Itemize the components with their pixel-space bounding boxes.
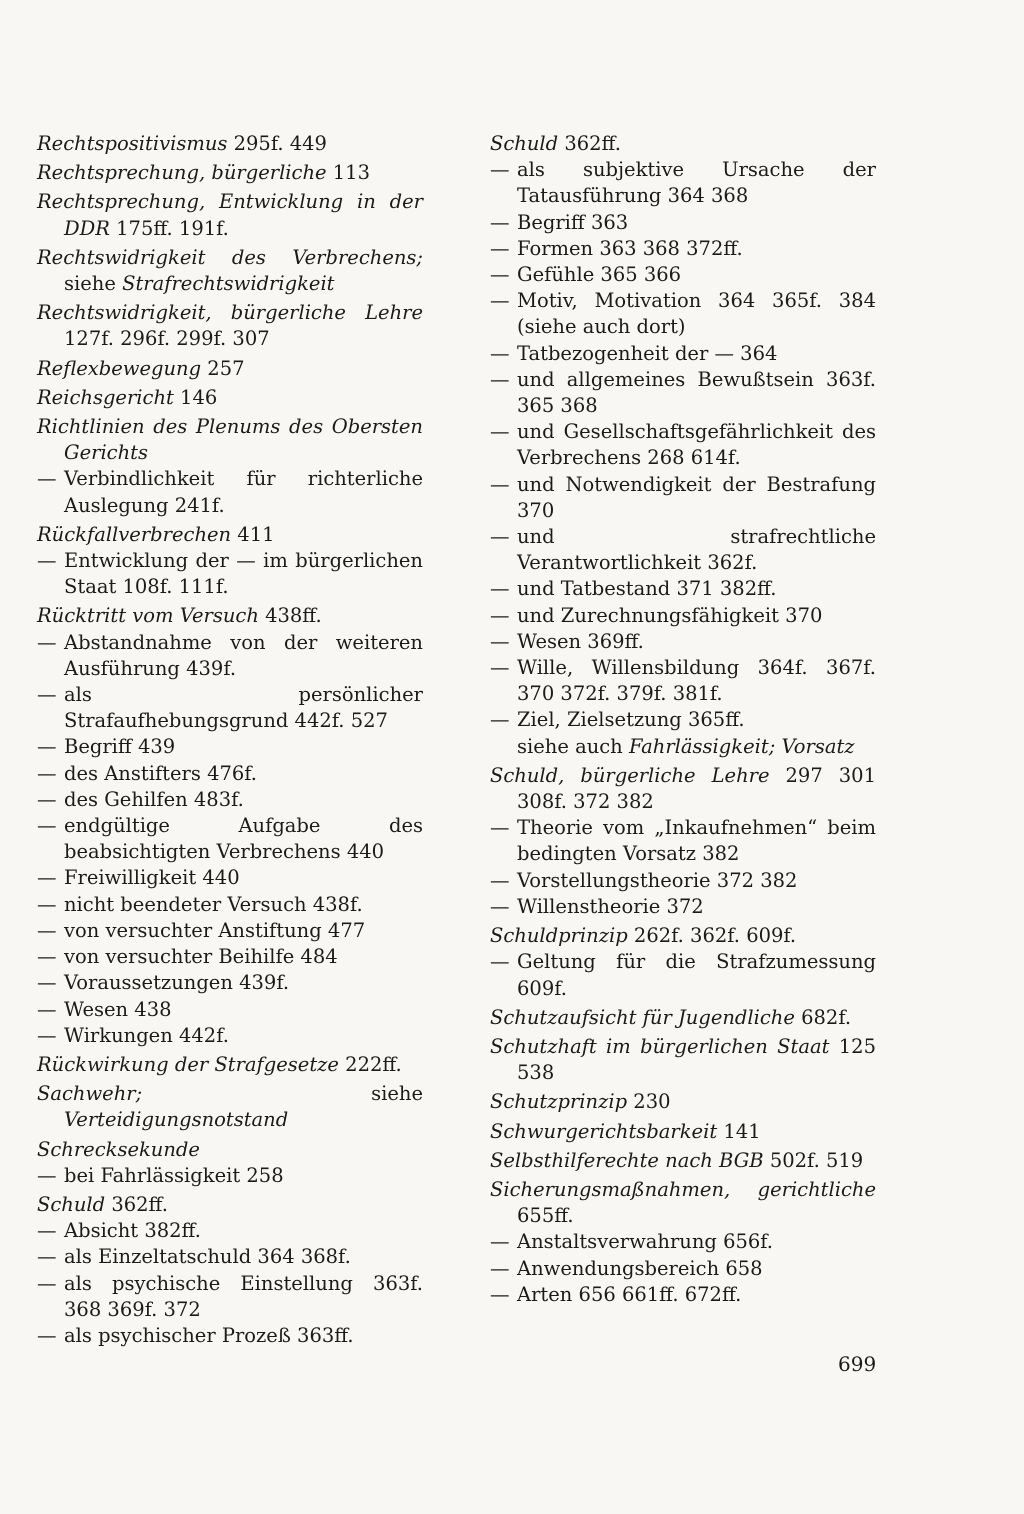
subentry-text: Verbindlichkeit für richterliche Auslegung 241f. xyxy=(64,467,423,517)
index-entry xyxy=(37,1081,423,1133)
subentry-text: Vorstellungstheorie 372 382 xyxy=(517,868,798,892)
subentry-text: Geltung für die Strafzumessung 609f. xyxy=(517,950,876,1000)
entry-term: Rechtsprechung, bürgerliche xyxy=(37,161,327,185)
index-subentry xyxy=(490,603,876,629)
page-number: 699 xyxy=(838,1352,877,1376)
index-entry xyxy=(490,1119,876,1145)
entry-term: Reichsgericht xyxy=(37,385,174,409)
index-subentry xyxy=(490,815,876,867)
subentry-dash: — xyxy=(490,289,510,313)
subentry-dash: — xyxy=(37,1245,57,1269)
index-entry xyxy=(490,1005,876,1031)
index-entry xyxy=(37,160,423,186)
subentry-dash: — xyxy=(490,420,510,444)
index-subentry xyxy=(37,761,423,787)
subentry-text: von versuchter Anstiftung 477 xyxy=(64,918,366,942)
index-subentry xyxy=(490,472,876,524)
entry-pages: 141 xyxy=(717,1119,761,1143)
index-entry xyxy=(37,300,423,352)
entry-pages: 362ff. xyxy=(558,132,621,155)
subentry-text: nicht beendeter Versuch 438f. xyxy=(64,892,363,916)
subentry-dash: — xyxy=(37,467,57,491)
subentry-dash: — xyxy=(37,971,57,995)
subentry-text: des Gehilfen 483f. xyxy=(64,787,244,811)
subentry-dash: — xyxy=(490,656,510,680)
entry-term: Rechtspositivismus xyxy=(37,132,228,155)
index-subentry xyxy=(490,894,876,920)
subentry-text: Freiwilligkeit 440 xyxy=(64,866,240,890)
subentry-dash: — xyxy=(37,787,57,811)
subentry-dash: — xyxy=(37,1023,57,1047)
index-entry xyxy=(490,1177,876,1229)
subentry-text: als psychische Einstellung 363f. 368 369f. 372 xyxy=(64,1271,423,1321)
subentry-text: Willenstheorie 372 xyxy=(517,894,704,918)
entry-term: Sicherungsmaßnahmen, gerichtliche xyxy=(490,1177,876,1201)
index-subentry xyxy=(490,949,876,1001)
subentry-dash: — xyxy=(490,894,510,918)
subentry-text: und Gesellschaftsgefährlichkeit des Verbrechens 268 614f. xyxy=(517,420,876,470)
index-entry xyxy=(490,1089,876,1115)
index-entry xyxy=(490,1148,876,1174)
entry-term: Schuldprinzip xyxy=(490,924,628,948)
index-subentry xyxy=(37,548,423,600)
subentry-text: bei Fahrlässigkeit 258 xyxy=(64,1163,284,1187)
index-subentry xyxy=(37,1323,423,1349)
subentry-text: Absicht 382ff. xyxy=(64,1219,201,1243)
index-entry xyxy=(490,1034,876,1086)
subentry-text: Wille, Willensbildung 364f. 367f. 370 372f. 379f. 381f. xyxy=(517,656,876,706)
subentry-dash: — xyxy=(490,341,510,365)
index-subentry xyxy=(490,629,876,655)
subentry-text: endgültige Aufgabe des beabsichtigten Verbrechens 440 xyxy=(64,814,423,864)
index-subentry xyxy=(37,466,423,518)
subentry-text: Anwendungsbereich 658 xyxy=(517,1256,763,1280)
index-subentry xyxy=(490,576,876,602)
subentry-dash: — xyxy=(490,1230,510,1254)
index-subentry xyxy=(37,1023,423,1049)
subentry-text: und Notwendigkeit der Bestrafung 370 xyxy=(517,472,876,522)
entry-term: Sachwehr; xyxy=(37,1082,143,1106)
index-entry xyxy=(37,356,423,382)
see-also-label: siehe auch xyxy=(517,734,629,758)
entry-term: Schuld xyxy=(490,132,559,155)
subentry-text: als psychischer Prozeß 363ff. xyxy=(64,1323,354,1347)
index-subentry xyxy=(37,1163,423,1189)
entry-term: Richtlinien des Plenums des Obersten Gerichts xyxy=(37,415,423,465)
entry-cross-reference: Strafrechtswidrigkeit xyxy=(122,272,335,296)
subentry-text: Wirkungen 442f. xyxy=(64,1023,229,1047)
entry-term: Schuld, bürgerliche Lehre xyxy=(490,763,770,787)
subentry-dash: — xyxy=(37,918,57,942)
entry-term: Rückwirkung der Strafgesetze xyxy=(37,1052,339,1076)
entry-pages: 175ff. 191f. xyxy=(109,216,229,240)
subentry-dash: — xyxy=(490,950,510,974)
index-subentry xyxy=(490,707,876,733)
index-subentry xyxy=(490,1282,876,1308)
index-entry xyxy=(490,923,876,949)
index-entry xyxy=(37,1052,423,1078)
entry-pages: 262f. 362f. 609f. xyxy=(627,924,797,948)
entry-term: Rücktritt vom Versuch xyxy=(37,604,259,628)
subentry-dash: — xyxy=(37,1163,57,1187)
subentry-text: von versuchter Beihilfe 484 xyxy=(64,945,338,969)
index-subentry xyxy=(490,288,876,340)
index-subentry xyxy=(37,1271,423,1323)
subentry-dash: — xyxy=(490,472,510,496)
index-subentry xyxy=(490,524,876,576)
entry-term: Rückfallverbrechen xyxy=(37,522,232,546)
entry-pages: 295f. 449 xyxy=(227,132,327,155)
subentry-text: Begriff 439 xyxy=(64,735,176,759)
entry-term: Schuld xyxy=(37,1192,106,1216)
subentry-dash: — xyxy=(490,603,510,627)
index-subentry xyxy=(490,868,876,894)
subentry-text: Formen 363 368 372ff. xyxy=(517,236,743,260)
subentry-dash: — xyxy=(490,1256,510,1280)
index-subentry xyxy=(490,210,876,236)
index-subentry xyxy=(37,813,423,865)
subentry-dash: — xyxy=(490,263,510,287)
subentry-dash: — xyxy=(37,866,57,890)
subentry-dash: — xyxy=(490,236,510,260)
subentry-text: als Einzeltatschuld 364 368f. xyxy=(64,1245,351,1269)
index-column-left xyxy=(37,128,423,1349)
subentry-dash: — xyxy=(37,814,57,838)
index-subentry xyxy=(490,157,876,209)
subentry-text: Begriff 363 xyxy=(517,210,629,234)
subentry-dash: — xyxy=(490,629,510,653)
subentry-text: Voraussetzungen 439f. xyxy=(64,971,290,995)
subentry-text: und strafrechtliche Verantwortlichkeit 362f. xyxy=(517,525,876,575)
index-entry xyxy=(37,1192,423,1218)
entry-term: Schutzprinzip xyxy=(490,1090,628,1114)
entry-term: Selbsthilferechte nach BGB xyxy=(490,1148,764,1172)
subentry-text: Anstaltsverwahrung 656f. xyxy=(517,1230,774,1254)
entry-cross-reference: Verteidigungsnotstand xyxy=(64,1108,289,1132)
index-subentry xyxy=(490,419,876,471)
subentry-text: des Anstifters 476f. xyxy=(64,761,258,785)
subentry-text: Wesen 438 xyxy=(64,997,172,1021)
entry-pages: 230 xyxy=(627,1090,671,1114)
subentry-text: und allgemeines Bewußtsein 363f. 365 368 xyxy=(517,367,876,418)
index-entry xyxy=(37,1137,423,1163)
entry-pages: siehe xyxy=(64,272,123,296)
index-subentry xyxy=(490,367,876,419)
entry-term: Rechtswidrigkeit, bürgerliche Lehre xyxy=(37,301,423,325)
subentry-text: und Zurechnungsfähigkeit 370 xyxy=(517,603,823,627)
entry-term: Schutzaufsicht für Jugendliche xyxy=(490,1005,795,1029)
entry-term: Schutzhaft im bürgerlichen Staat xyxy=(490,1034,830,1058)
index-subentry xyxy=(37,997,423,1023)
index-subentry xyxy=(37,944,423,970)
subentry-dash: — xyxy=(490,158,510,182)
index-subentry xyxy=(490,1256,876,1282)
entry-pages: 438ff. xyxy=(258,604,322,628)
index-subentry xyxy=(37,892,423,918)
index-subentry xyxy=(37,865,423,891)
index-subentry xyxy=(37,918,423,944)
index-subentry xyxy=(490,341,876,367)
subentry-dash: — xyxy=(490,210,510,234)
index-subentry xyxy=(490,655,876,707)
subentry-dash: — xyxy=(490,708,510,732)
entry-term: Rechtswidrigkeit des Verbrechens; xyxy=(37,245,423,269)
subentry-dash: — xyxy=(37,683,57,707)
subentry-dash: — xyxy=(37,761,57,785)
subentry-dash: — xyxy=(37,1323,57,1347)
index-entry xyxy=(37,189,423,241)
subentry-dash: — xyxy=(490,577,510,601)
entry-pages: 113 xyxy=(326,161,370,185)
index-entry xyxy=(37,522,423,548)
entry-pages: 682f. xyxy=(794,1005,852,1029)
subentry-dash: — xyxy=(37,735,57,759)
subentry-dash: — xyxy=(37,1271,57,1295)
subentry-dash: — xyxy=(37,892,57,916)
entry-pages: 257 xyxy=(201,356,245,380)
index-subentry xyxy=(37,1218,423,1244)
entry-pages: 411 xyxy=(231,522,275,546)
subentry-text: Gefühle 365 366 xyxy=(517,263,682,287)
entry-pages: 125 538 xyxy=(517,1034,876,1085)
subentry-text: Tatbezogenheit der — 364 xyxy=(517,341,778,365)
index-entry xyxy=(490,131,876,157)
subentry-dash: — xyxy=(37,630,57,654)
index-entry xyxy=(490,763,876,815)
subentry-text: Wesen 369ff. xyxy=(517,629,644,653)
index-subentry xyxy=(37,970,423,996)
subentry-dash: — xyxy=(37,997,57,1021)
subentry-dash: — xyxy=(490,868,510,892)
subentry-dash: — xyxy=(37,945,57,969)
entry-pages: siehe xyxy=(142,1082,423,1106)
subentry-text: als subjektive Ursache der Tatausführung 364 368 xyxy=(517,158,876,208)
index-subentry xyxy=(37,787,423,813)
index-subentry xyxy=(37,734,423,760)
index-subentry xyxy=(490,262,876,288)
subentry-text: Arten 656 661ff. 672ff. xyxy=(517,1282,742,1306)
subentry-text: als persönlicher Strafaufhebungsgrund 442f. 527 xyxy=(64,683,423,733)
entry-pages: 127f. 296f. 299f. 307 xyxy=(64,327,270,351)
subentry-dash: — xyxy=(490,367,510,391)
entry-pages: 222ff. xyxy=(338,1052,402,1076)
entry-term: Schwurgerichtsbarkeit xyxy=(490,1119,718,1143)
entry-term: Rechtsprechung, Entwicklung in der DDR xyxy=(37,190,423,240)
subentry-text: Motiv, Motivation 364 365f. 384 (siehe auch dort) xyxy=(517,289,876,339)
index-entry xyxy=(37,131,423,157)
index-entry xyxy=(37,603,423,629)
index-subentry xyxy=(490,236,876,262)
index-entry xyxy=(37,414,423,466)
subentry-text: und Tatbestand 371 382ff. xyxy=(517,577,777,601)
index-entry xyxy=(37,245,423,297)
index-subentry xyxy=(37,682,423,734)
entry-pages: 502f. 519 xyxy=(763,1148,864,1172)
entry-term: Schrecksekunde xyxy=(37,1137,200,1161)
subentry-dash: — xyxy=(37,549,57,573)
entry-pages: 146 xyxy=(173,385,218,409)
index-see-also xyxy=(490,734,876,760)
entry-pages: 362ff. xyxy=(105,1192,168,1216)
subentry-text: Ziel, Zielsetzung 365ff. xyxy=(517,708,745,732)
index-entry xyxy=(37,385,423,411)
entry-pages: 297 301 308f. 372 382 xyxy=(517,763,876,814)
subentry-text: Theorie vom „Inkaufnehmen“ beim bedingten Vorsatz 382 xyxy=(517,816,876,866)
index-subentry xyxy=(37,1244,423,1270)
subentry-dash: — xyxy=(490,816,510,840)
index-column-right xyxy=(490,128,876,1308)
subentry-dash: — xyxy=(490,1282,510,1306)
index-subentry xyxy=(490,1229,876,1255)
subentry-dash: — xyxy=(490,525,510,549)
entry-pages: 655ff. xyxy=(517,1204,574,1228)
subentry-text: Entwicklung der — im bürgerlichen Staat 108f. 111f. xyxy=(64,549,423,599)
index-subentry xyxy=(37,630,423,682)
subentry-dash: — xyxy=(37,1219,57,1243)
see-also-term: Fahrlässigkeit; Vorsatz xyxy=(628,734,855,758)
subentry-text: Abstandnahme von der weiteren Ausführung 439f. xyxy=(64,630,423,680)
entry-term: Reflexbewegung xyxy=(37,356,202,380)
